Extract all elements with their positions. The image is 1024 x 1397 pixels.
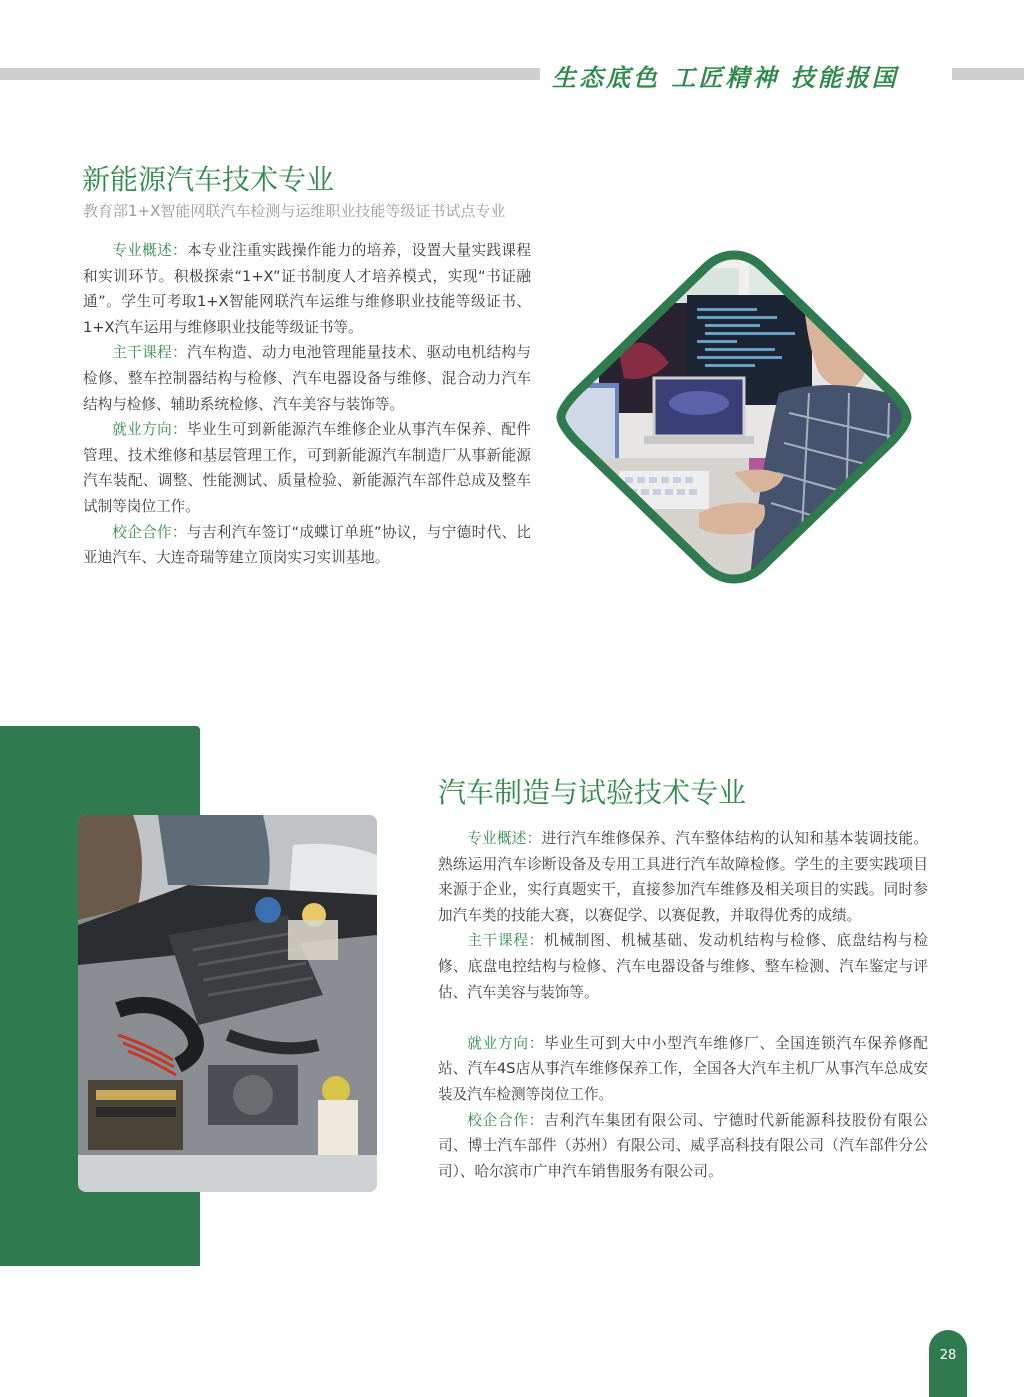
paragraph-label: 主干课程： [112, 344, 188, 362]
section1-title: 新能源汽车技术专业 [82, 163, 335, 196]
section1-body [83, 238, 531, 571]
paragraph-text: 汽车构造、动力电池管理能量技术、驱动电机结构与检修、整车控制器结构与检修、汽车电器设备与维修、混合动力汽车结构与检修、辅助系统检修、汽车美容与装饰等。 [83, 344, 531, 413]
section2-paragraph [438, 1031, 928, 1108]
section1-paragraph [83, 340, 531, 417]
section2-paragraph [438, 826, 928, 928]
paragraph-label: 校企合作： [467, 1111, 545, 1129]
paragraph-text: 毕业生可到新能源汽车维修企业从事汽车保养、配件管理、技术维修和基层管理工作，可到新能源汽车制造厂从事新能源汽车装配、调整、性能测试、质量检验、新能源汽车部件总成及整车试制等岗位工作。 [83, 421, 531, 515]
engine-bay-photo [78, 815, 377, 1192]
section1-paragraph [83, 238, 531, 340]
paragraph-text: 机械制图、机械基础、发动机结构与检修、底盘结构与检修、底盘电控结构与检修、汽车电器设备与维修、整车检测、汽车鉴定与评估、汽车美容与装饰等。 [438, 932, 928, 1001]
paragraph-label: 主干课程： [467, 932, 545, 950]
section2-title: 汽车制造与试验技术专业 [438, 776, 747, 809]
paragraph-label: 就业方向： [467, 1034, 545, 1052]
paragraph-text: 本专业注重实践操作能力的培养，设置大量实践课程和实训环节。积极探索“1+X”证书制度人才培养模式，实现“书证融通”。学生可考取1+X智能网联汽车运维与维修职业技能等级证书、1+X汽车运用与维修职业技能等级证书等。 [83, 242, 531, 336]
section1-paragraph [83, 520, 531, 571]
paragraph-label: 校企合作： [112, 523, 187, 541]
paragraph-text: 进行汽车维修保养、汽车整体结构的认知和基本装调技能。熟练运用汽车诊断设备及专用工具进行汽车故障检修。学生的主要实践项目来源于企业，实行真题实干，直接参加汽车维修及相关项目的实践。同时参加汽车类的技能大赛，以赛促学、以赛促教，并取得优秀的成绩。 [438, 830, 928, 924]
section2-body [438, 826, 928, 1184]
paragraph-text: 与吉利汽车签订“成蝶订单班”协议，与宁德时代、比亚迪汽车、大连奇瑞等建立顶岗实习实训基地。 [83, 523, 531, 567]
paragraph-text: 吉利汽车集团有限公司、宁德时代新能源科技股份有限公司、博士汽车部件（苏州）有限公司、威孚高科技有限公司（汽车部件分公司）、哈尔滨市广申汽车销售服务有限公司。 [438, 1111, 928, 1180]
page-number: 28 [939, 1348, 957, 1363]
section2-paragraph [438, 928, 928, 1005]
paragraph-text: 毕业生可到大中小型汽车维修厂、全国连锁汽车保养修配站、汽车4S店从事汽车维修保养工作，全国各大汽车主机厂从事汽车总成安装及汽车检测等岗位工作。 [438, 1034, 928, 1103]
header-rule-right [952, 68, 1024, 80]
header-slogan: 生态底色 工匠精神 技能报国 [552, 63, 899, 92]
section2-paragraph [438, 1108, 928, 1185]
paragraph-label: 就业方向： [112, 421, 188, 439]
section1-subtitle: 教育部1+X智能网联汽车检测与运维职业技能等级证书试点专业 [83, 202, 506, 220]
paragraph-label: 专业概述： [467, 830, 542, 847]
student-computer-photo [549, 243, 919, 591]
page-number-tab [929, 1330, 967, 1397]
header-rule-left [0, 68, 540, 80]
section1-paragraph [83, 417, 531, 519]
paragraph-spacer [438, 1005, 928, 1031]
paragraph-label: 专业概述： [112, 242, 188, 259]
